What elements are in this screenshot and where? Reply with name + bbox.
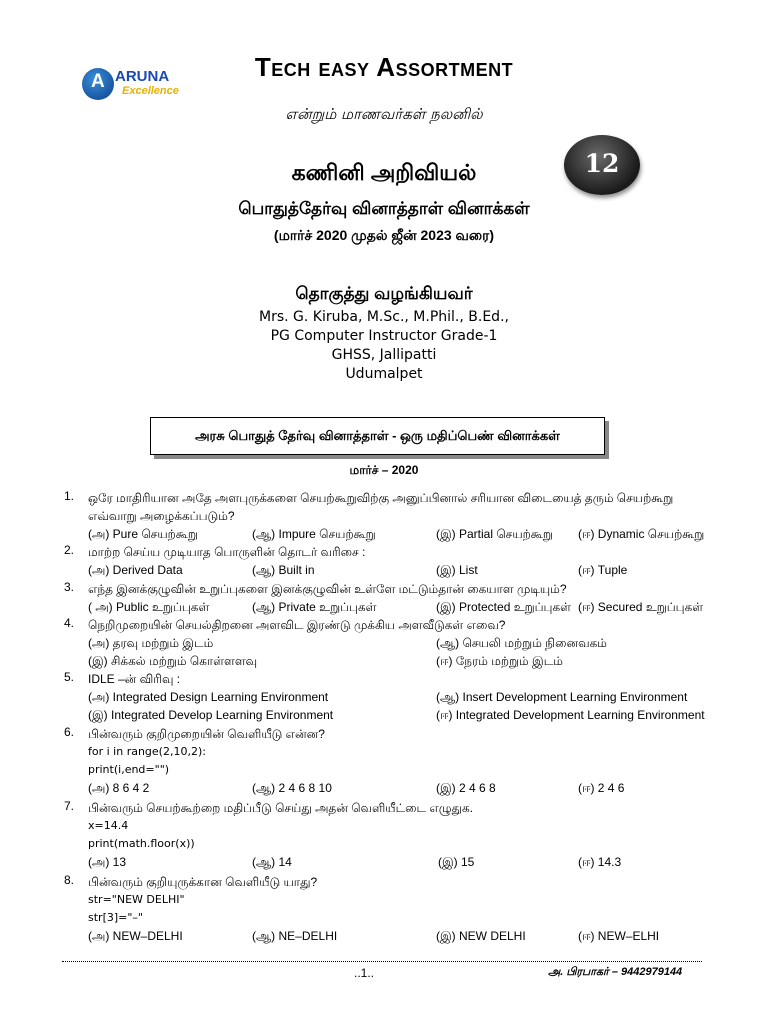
author-town: Udumalpet [345,366,423,382]
code-line: x=14.4 [88,819,129,832]
author-block [0,308,768,384]
option-c: (இ) 15 [438,855,475,869]
option-b: (ஆ) 2 4 6 8 10 [252,781,332,795]
question-text: பின்வரும் குறியுருக்கான வெளியீடு யாது? [88,875,318,889]
option-b: (ஆ) Impure செயற்கூறு [252,527,376,541]
option-a: (அ) Derived Data [88,563,183,577]
author-designation: PG Computer Instructor Grade-1 [270,328,498,344]
option-d: (ஈ) 14.3 [578,855,622,869]
option-c: (இ) Protected உறுப்புகள் [436,600,571,614]
option-a: (அ) 13 [88,855,127,869]
option-d: (ஈ) Integrated Development Learning Environment [436,708,705,722]
option-a: (அ) 8 6 4 2 [88,781,150,795]
option-a: (அ) NEW–DELHI [88,929,183,943]
option-b: (ஆ) NE–DELHI [252,929,338,943]
question-text: பின்வரும் குறிமுறையின் வெளியீடு என்ன? [88,727,325,741]
page-number: ..1.. [354,966,375,980]
option-c: (இ) Partial செயற்கூறு [436,527,553,541]
question-number: 8. [64,873,75,887]
option-a: ( அ) Public உறுப்புகள் [88,600,210,614]
option-d: (ஈ) Dynamic செயற்கூறு [578,527,705,541]
logo-letter: A [91,71,105,92]
option-c: (இ) NEW DELHI [436,929,526,943]
option-c: (இ) 2 4 6 8 [436,781,496,795]
option-b: (ஆ) செயலி மற்றும் நினைவகம் [436,636,607,650]
option-d: (ஈ) NEW–ELHI [578,929,660,943]
logo-name: ARUNA [115,68,170,85]
code-line: print(math.floor(x)) [88,837,195,850]
exam-period: (மார்ச் 2020 முதல் ஜீன் 2023 வரை) [273,227,495,243]
question-text: மாற்ற செய்ய முடியாத பொருளின் தொடர் வரிசை : [88,545,366,559]
question-text: நெறிமுறையின் செயல்திறனை அளவிட இரண்டு முக்கிய அளவீடுகள் எவை? [88,618,506,632]
question-number: 1. [64,489,75,503]
option-b: (ஆ) Insert Development Learning Environment [436,690,688,704]
footer-author: அ. பிரபாகர் – 9442979144 [548,966,683,978]
footer-divider [62,961,702,962]
question-number: 3. [64,580,75,594]
document-title: Tech easy Assortment [254,52,514,82]
question-number: 7. [64,799,75,813]
question-text: IDLE –ன் விரிவு : [88,672,181,686]
logo-subtitle: Excellence [122,85,179,97]
code-line: str="NEW DELHI" [88,893,185,906]
question-text: ஒரே மாதிரியான அதே அளபுருக்களை செயற்கூறுவிற்கு அனுப்பினால் சரியான விடையைத் தரும் செயற்கூறு [88,491,674,505]
code-line: str[3]="–" [88,911,143,924]
option-c: (இ) Integrated Develop Learning Environment [88,708,334,722]
subject-title: கணினி அறிவியல் [291,160,477,185]
tagline: என்றும் மாணவர்கள் நலனில் [285,105,483,123]
option-d: (ஈ) 2 4 6 [578,781,625,795]
question-text: எவ்வாறு அழைக்கப்படும்? [88,509,235,523]
option-b: (ஆ) Private உறுப்புகள் [252,600,377,614]
code-line: for i in range(2,10,2): [88,745,206,758]
question-text: பின்வரும் செயற்கூற்றை மதிப்பீடு செய்து அதன் வெளியீட்டை எழுதுக. [88,801,473,815]
option-a: (அ) Integrated Design Learning Environment [88,690,329,704]
option-a: (அ) Pure செயற்கூறு [88,527,198,541]
question-number: 6. [64,725,75,739]
exam-session: மார்ச் – 2020 [349,463,419,477]
section-heading-box: அரசு பொதுத் தேர்வு வினாத்தாள் - ஒரு மதிப்பெண் வினாக்கள் [150,417,605,455]
compiled-by-label: தொகுத்து வழங்கியவர் [295,284,473,303]
question-number: 4. [64,616,75,630]
question-number: 5. [64,670,75,684]
code-line: print(i,end="") [88,763,170,776]
option-c: (இ) சிக்கல் மற்றும் கொள்ளளவு [88,654,258,668]
option-c: (இ) List [436,563,478,577]
author-name: Mrs. G. Kiruba, M.Sc., M.Phil., B.Ed., [259,309,509,325]
option-a: (அ) தரவு மற்றும் இடம் [88,636,214,650]
subtitle: பொதுத்தேர்வு வினாத்தாள் வினாக்கள் [238,199,530,218]
option-d: (ஈ) Secured உறுப்புகள் [578,600,704,614]
class-badge: 12 [564,135,640,195]
option-b: (ஆ) 14 [252,855,292,869]
option-b: (ஆ) Built in [252,563,315,577]
question-text: எந்த இனக்குழுவின் உறுப்புகளை இனக்குழுவின் உள்ளே மட்டும்தான் கையாள முடியும்? [88,582,567,596]
author-school: GHSS, Jallipatti [331,347,437,363]
question-number: 2. [64,543,75,557]
option-d: (ஈ) Tuple [578,563,628,577]
option-d: (ஈ) நேரம் மற்றும் இடம் [436,654,563,668]
